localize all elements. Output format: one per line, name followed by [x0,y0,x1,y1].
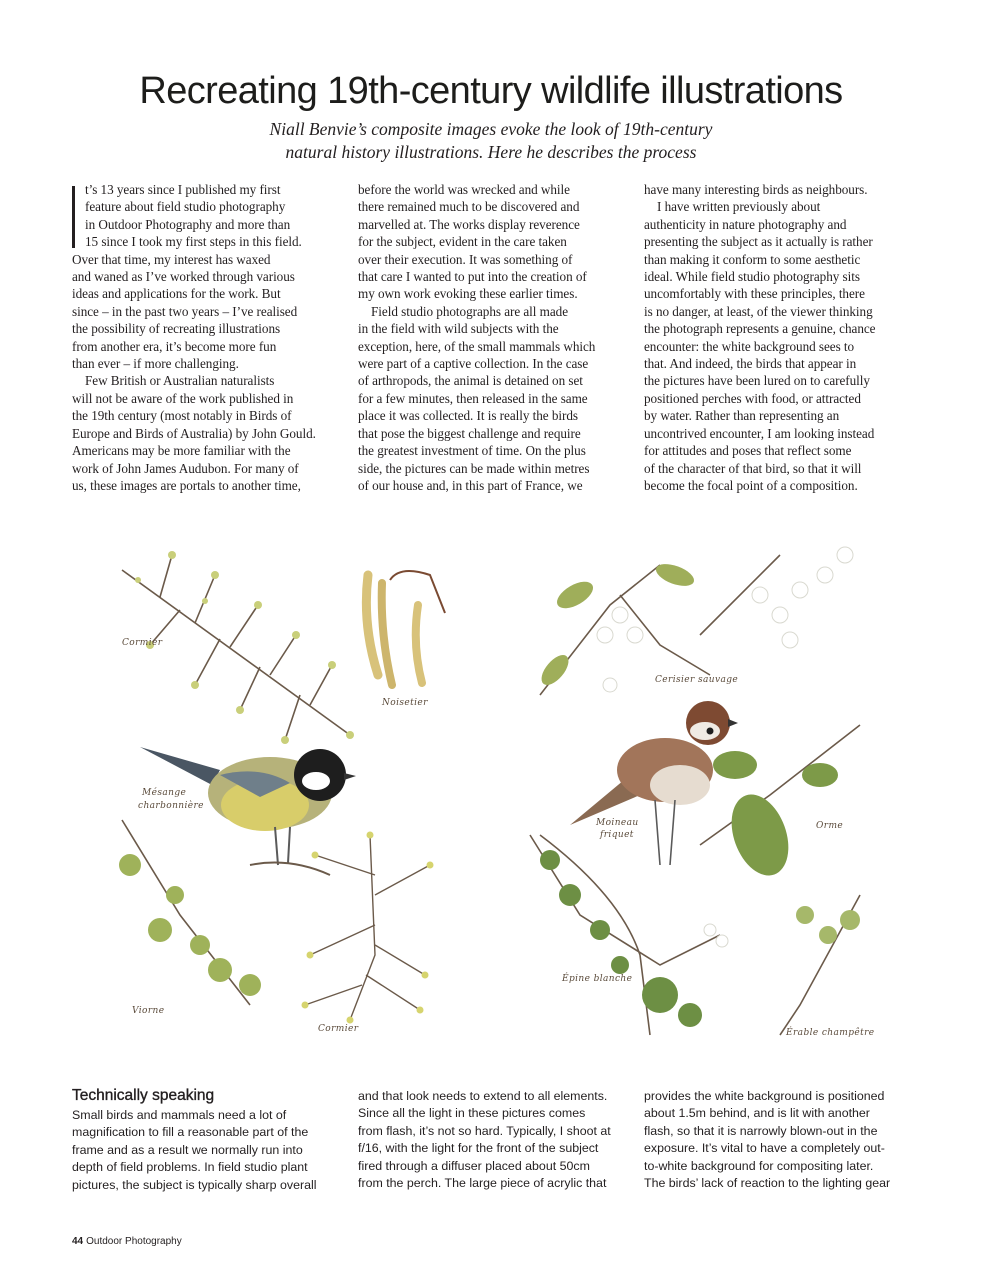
sidebar-line: Since all the light in these pictures comes [358,1106,586,1121]
body-line: ideal. While field studio photography sits [644,269,860,285]
sidebar-line: to-white background for compositing later. [644,1158,874,1173]
publication-name: Outdoor Photography [86,1236,182,1247]
body-line: my own work evoking these earlier times. [358,286,578,302]
sidebar-column-3 [644,1088,906,1192]
body-line: the pictures have been lured on to carefully [644,373,870,389]
body-line: Field studio photographs are all made [371,303,569,319]
body-line: than making it conform to some aesthetic [644,251,861,267]
cormier-branch-bottom [305,835,430,1020]
wildlife-illustration [100,535,890,1055]
sidebar-line: flash, so that it is narrowly blown-out in the [644,1123,878,1138]
page-number: 44 [72,1236,84,1247]
body-line: Europe and Birds of Australia) by John Gould. [72,425,316,441]
body-line: from another era, it’s become more fun [72,338,277,354]
right-plate [530,547,875,1038]
body-line: since – in the past two years – I’ve realised [72,303,298,319]
body-line: were part of a captive collection. In the case [358,356,589,372]
body-line: over their execution. It was something of [358,251,573,267]
sidebar-line: depth of field problems. In field studio plant [72,1160,308,1175]
body-line: by water. Rather than representing an [644,408,840,424]
body-line: for a few minutes, then released in the same [358,390,588,406]
caption-erable: Érable champêtre [786,1028,875,1038]
sidebar-line: f/16, with the light for the front of the subject [358,1141,599,1156]
cerisier-branch [537,547,853,695]
body-line: the photograph represents a genuine, chance [644,321,876,337]
body-line: there remained much to be discovered and [358,199,580,215]
sidebar-line: exposure. It’s vital to have a completely out- [644,1141,885,1156]
body-line: in Outdoor Photography and more than [85,216,291,232]
body-line: authenticity in nature photography and [644,216,847,232]
body-line: Americans may be more familiar with the [72,443,291,459]
body-line: that pose the biggest challenge and require [358,425,581,441]
body-line: side, the pictures can be made within metres [358,460,590,476]
body-line: uncomfortably with these principles, there [644,286,865,302]
sidebar-line: from the perch. The large piece of acrylic that [358,1176,607,1191]
sidebar-heading: Technically speaking [72,1087,215,1104]
body-line: the greatest investment of time. On the plus [358,443,586,459]
caption-cormier-top: Cormier [122,638,163,648]
body-line: presenting the subject as it actually is rather [644,234,873,250]
sidebar-column-2 [358,1088,620,1192]
body-line: exception, here, of the small mammals which [358,338,596,354]
body-line: encounter: the white background sees to [644,338,855,354]
body-line: before the world was wrecked and while [358,182,570,197]
standfirst-line: natural history illustrations. Here he describes the process [285,142,697,162]
body-line: that care I wanted to put into the creation of [358,269,587,285]
body-line: the possibility of recreating illustrations [72,321,281,337]
body-line: marvelled at. The works display reverence [358,216,580,232]
sidebar-line: pictures, the subject is typically sharp overall [72,1177,317,1192]
erable-branch [780,895,860,1035]
body-line: in the field with wild subjects with the [358,321,559,337]
body-line: ideas and applications for the work. But [72,286,281,302]
caption-noisetier: Noisetier [382,698,428,708]
caption-cerisier: Cerisier sauvage [655,675,739,685]
great-tit-bird [140,747,356,875]
body-column-2 [358,181,620,494]
sidebar-line: magnification to fill a reasonable part of the [72,1125,309,1140]
sidebar-line: The birds’ lack of reaction to the lighting gear [644,1176,891,1191]
body-line: have many interesting birds as neighbours. [644,182,868,197]
body-line: of our house and, in this part of France, we [358,477,583,493]
body-line: and waned as I’ve worked through various [72,269,295,285]
sidebar-line: frame and as a result we normally run into [72,1142,303,1157]
body-line: I have written previously about [657,199,821,215]
left-plate [119,551,445,1034]
article-title: Recreating 19th-century wildlife illustrations [139,70,843,112]
body-line: uncontrived encounter, I am looking instead [644,425,875,441]
body-line: than ever – if more challenging. [72,356,239,372]
sidebar-column-1 [72,1086,334,1194]
body-line: t’s 13 years since I published my first [85,182,281,197]
body-line: for the subject, evident in the care taken [358,234,567,250]
caption-viorne: Viorne [132,1006,165,1016]
standfirst [191,118,791,164]
body-line: place it was collected. It is really the birds [358,408,578,424]
caption-moineau-line2: friquet [600,830,634,840]
body-line: become the focal point of a composition. [644,477,858,493]
caption-orme: Orme [816,821,844,831]
body-line: the 19th century (most notably in Birds of [72,408,292,424]
body-line: of arthropods, the animal is detained on set [358,373,583,389]
body-line: will not be aware of the work published in [72,390,294,406]
viorne-branch [119,820,261,1005]
caption-mesange-line2: charbonnière [138,801,204,811]
body-column-1 [72,181,334,494]
body-line: 15 since I took my first steps in this field. [85,234,302,250]
sidebar-line: about 1.5m behind, and is lit with another [644,1106,870,1121]
caption-mesange-line1: Mésange [142,788,187,798]
caption-cormier-bottom: Cormier [318,1024,359,1034]
body-line: of the character of that bird, so that it will [644,460,862,476]
caption-epine: Épine blanche [562,974,633,984]
body-line: Over that time, my interest has waxed [72,251,271,267]
sidebar-line: provides the white background is positioned [644,1089,885,1103]
orme-branch [700,725,860,883]
body-line: for attitudes and poses that reflect some [644,443,852,459]
sidebar-line: from flash, it’s not so hard. Typically, I shoot at [358,1123,611,1138]
page-footer [72,1236,182,1247]
sidebar-line: and that look needs to extend to all elements. [358,1089,608,1103]
body-line: that. And indeed, the birds that appear in [644,356,857,372]
cormier-buds-bottom [302,832,434,1024]
tree-sparrow-bird [540,701,738,1035]
body-line: Few British or Australian naturalists [85,373,275,389]
sidebar-line: fired through a diffuser placed about 50cm [358,1158,590,1173]
body-line: positioned perches with food, or attracted [644,390,861,406]
body-line: us, these images are portals to another time, [72,477,301,493]
standfirst-line: Niall Benvie’s composite images evoke the look of 19th-century [269,119,713,139]
body-line: work of John James Audubon. For many of [72,460,299,476]
body-line: feature about field studio photography [85,199,286,215]
body-line: is no danger, at least, of the viewer thinking [644,303,873,319]
noisetier-catkins [366,571,445,685]
sidebar-line: Small birds and mammals need a lot of [72,1108,287,1122]
caption-moineau-line1: Moineau [596,818,639,828]
body-column-3 [644,181,906,494]
